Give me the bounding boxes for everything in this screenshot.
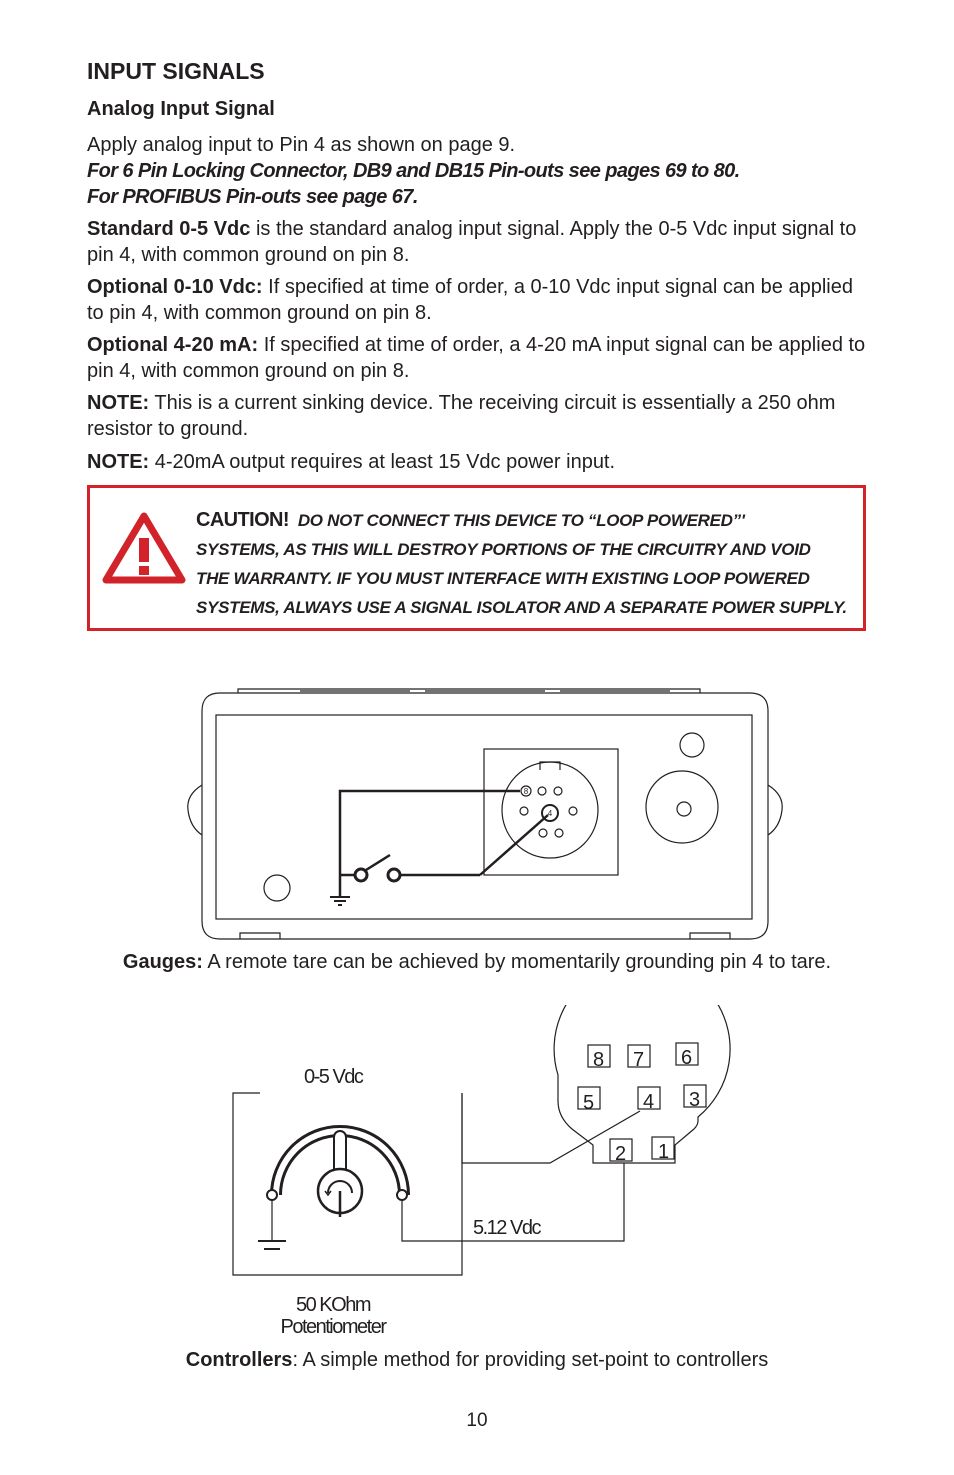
- pin-number: 5: [583, 1092, 595, 1114]
- supply-voltage-label: 5.12 Vdc: [473, 1217, 540, 1239]
- pinout-note-1: For 6 Pin Locking Connector, DB9 and DB15 Pin-outs see pages 69 to 80.: [87, 160, 740, 182]
- caption-body: A remote tare can be achieved by momentarily grounding pin 4 to tare.: [202, 951, 832, 973]
- paragraph-body: If specified at time of order, a 0-10 Vdc input signal can be applied to pin 4, with common ground on pin 8.: [87, 276, 853, 324]
- paragraph-standard: [87, 216, 867, 268]
- pin-number: 8: [593, 1049, 605, 1071]
- pin-number: 3: [689, 1089, 701, 1111]
- warning-triangle-icon: [102, 510, 186, 589]
- paragraph-label: Optional 0-10 Vdc:: [87, 276, 263, 298]
- paragraph-label: NOTE:: [87, 451, 150, 473]
- pin-number: 4: [643, 1091, 655, 1113]
- section-subheading: Analog Input Signal: [87, 98, 275, 120]
- voltage-input-label: 0-5 Vdc: [304, 1066, 363, 1088]
- pin-label-4: 4: [547, 809, 553, 818]
- pin-number: 2: [615, 1143, 627, 1165]
- intro-text: Apply analog input to Pin 4 as shown on page 9.: [87, 134, 516, 156]
- pot-label-2: Potentiometer: [280, 1316, 386, 1338]
- caption-label: Controllers: [185, 1349, 293, 1371]
- pin-number: 1: [658, 1141, 670, 1163]
- pinout-note-2: For PROFIBUS Pin-outs see page 67.: [87, 186, 418, 208]
- caution-line-1: DO NOT CONNECT THIS DEVICE TO “LOOP POWERED”': [297, 511, 745, 530]
- page-number: 10: [466, 1410, 488, 1431]
- paragraph-note-power: [87, 449, 867, 475]
- caution-line-3: THE WARRANTY. IF YOU MUST INTERFACE WITH EXISTING LOOP POWERED: [196, 569, 810, 588]
- controller-wiring-diagram: [220, 1005, 750, 1345]
- caution-line-4: SYSTEMS, ALWAYS USE A SIGNAL ISOLATOR AND A SEPARATE POWER SUPPLY.: [196, 598, 847, 617]
- paragraph-label: Optional 4-20 mA:: [87, 334, 259, 356]
- pin-number: 7: [633, 1049, 645, 1071]
- pin-label-8: 8: [523, 787, 529, 796]
- paragraph-label: Standard 0-5 Vdc: [87, 218, 251, 240]
- paragraph-optional-420ma: [87, 332, 867, 384]
- caption-body: : A simple method for providing set-point to controllers: [292, 1349, 769, 1371]
- caption-label: Gauges:: [122, 951, 203, 973]
- caution-text: [196, 506, 856, 622]
- paragraph-body: This is a current sinking device. The receiving circuit is essentially a 250 ohm resistor to ground.: [87, 392, 836, 440]
- paragraph-body: If specified at time of order, a 4-20 mA input signal can be applied to pin 4, with common ground on pin 8.: [87, 334, 866, 382]
- gauge-wiring-diagram: [180, 685, 790, 945]
- paragraph-body: is the standard analog input signal. Apply the 0-5 Vdc input signal to pin 4, with common ground on pin 8.: [87, 218, 857, 266]
- paragraph-label: NOTE:: [87, 392, 150, 414]
- paragraph-body: 4-20mA output requires at least 15 Vdc power input.: [149, 451, 616, 473]
- pot-label-1: 50 KOhm: [296, 1294, 370, 1316]
- pin-number: 6: [681, 1047, 693, 1069]
- caution-box: [87, 485, 866, 631]
- caution-line-2: SYSTEMS, AS THIS WILL DESTROY PORTIONS OF THE CIRCUITRY AND VOID: [196, 540, 811, 559]
- caution-label: CAUTION!: [196, 509, 289, 531]
- paragraph-optional-10v: [87, 274, 867, 326]
- paragraph-note-sinking: [87, 390, 867, 442]
- page-heading: INPUT SIGNALS: [87, 58, 265, 84]
- controllers-caption: [60, 1347, 894, 1373]
- gauges-caption: [60, 949, 894, 975]
